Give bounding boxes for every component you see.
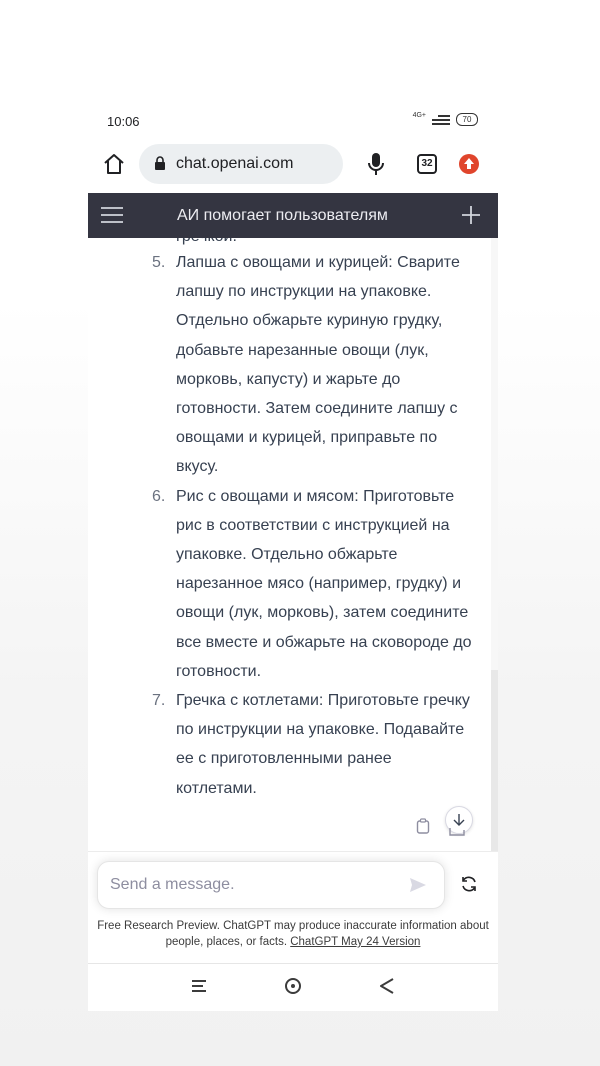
home-icon[interactable] [102,152,126,176]
regenerate-icon[interactable] [460,875,478,893]
list-item [146,686,476,803]
disclaimer [88,918,498,950]
phone-screen [88,99,498,1010]
copy-icon[interactable] [416,818,430,834]
signal-icon [432,115,450,125]
item-text: Рис с овощами и мясом: Приготовьте рис в соответствии с инструкцией на упаковке. Отдельно обжарьте нарезанное мясо (например, грудку) и овощи (лук, морковь), затем соедините все вместе и обжарьте на сковороде до готовности. [176,487,472,680]
chat-title: АИ помогает пользователям [177,207,388,224]
chat-content[interactable] [88,238,498,851]
send-icon[interactable] [409,877,427,893]
menu-icon[interactable] [101,206,123,224]
composer [88,851,498,964]
nav-menu-icon[interactable] [191,979,207,993]
nav-back-icon[interactable] [379,977,395,995]
item-number: 6. [152,487,166,505]
message-input[interactable] [97,861,445,909]
network-type: 4G+ [412,112,426,119]
mic-icon[interactable] [366,152,386,176]
list-item [146,248,476,482]
status-time: 10:06 [107,114,140,129]
update-icon[interactable] [458,153,480,175]
nav-home-icon[interactable] [284,977,302,995]
scroll-track[interactable] [491,238,498,670]
item-number: 7. [152,692,166,710]
thumbs-icon[interactable] [448,827,466,837]
item-text: Гречка с котлетами: Приготовьте гречку по инструкции на упаковке. Подавайте ее с приготовленными ранее котлетами. [176,692,470,797]
arrow-down-icon [451,812,467,828]
chat-header [88,193,498,238]
url-text: chat.openai.com [176,155,294,172]
message-placeholder: Send a message. [110,876,235,893]
scrollbar[interactable] [491,670,498,851]
answer-list [146,248,476,803]
plus-icon[interactable] [461,205,481,225]
item-text: Лапша с овощами и курицей: Сварите лапшу по инструкции на упаковке. Отдельно обжарьте куриную грудку, добавьте нарезанные овощи (лук, морковь, капусту) и жарьте до готовности. Затем соедините лапшу с овощами и курицей, приправьте по вкусу. [176,254,460,476]
version-link[interactable]: ChatGPT May 24 Version [290,936,421,948]
list-item [146,482,476,686]
battery-icon: 70 [456,113,478,126]
lock-icon [154,156,166,171]
status-bar [88,99,498,143]
disclaimer-text: Free Research Preview. ChatGPT may produce inaccurate information about people, places, or facts. [97,920,489,948]
system-nav-bar [88,963,498,1011]
tabs-icon[interactable]: 32 [417,154,437,174]
address-bar[interactable] [139,144,343,184]
browser-toolbar [88,143,498,193]
status-icons [413,113,478,126]
item-number: 5. [152,254,166,271]
